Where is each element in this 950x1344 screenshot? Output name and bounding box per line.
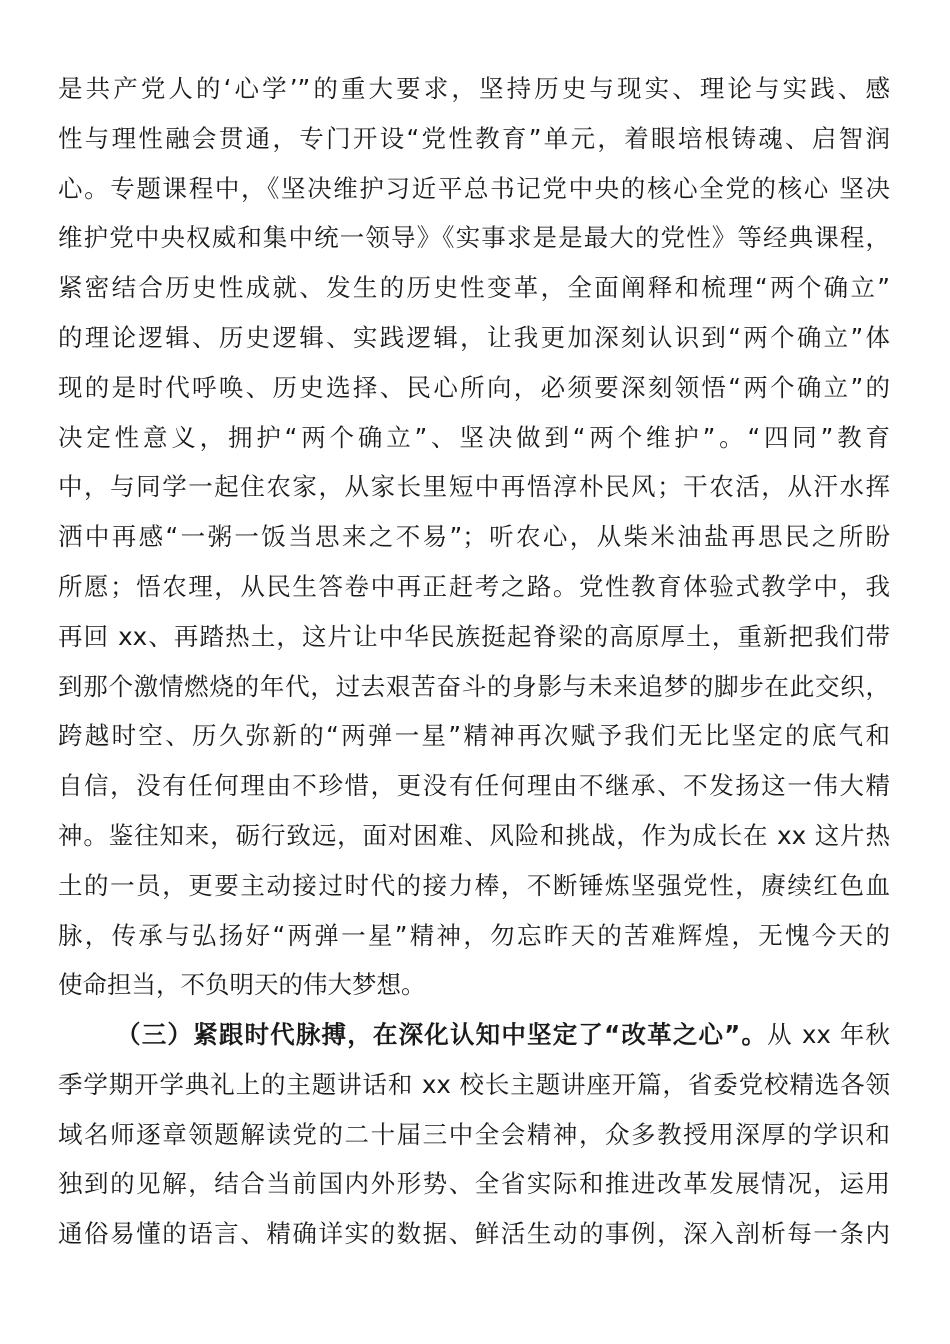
text-line: 再回 xx、再踏热土，这片让中华民族挺起脊梁的高原厚土，重新把我们带 xyxy=(58,621,890,651)
text-line: 性与理性融会贯通，专门开设“党性教育”单元，着眼培根铸魂、启智润 xyxy=(58,123,890,153)
text-line: 的理论逻辑、历史逻辑、实践逻辑，让我更加深刻认识到“两个确立”体 xyxy=(58,322,890,352)
text-line: 洒中再感“一粥一饭当思来之不易”；听农心，从柴米油盐再思民之所盼 xyxy=(58,522,890,552)
text-line: 到那个激情燃烧的年代，过去艰苦奋斗的身影与未来追梦的脚步在此交织， xyxy=(58,671,890,701)
text-line: 跨越时空、历久弥新的“两弹一星”精神再次赋予我们无比坚定的底气和 xyxy=(58,721,890,751)
section-heading: （三）紧跟时代脉搏，在深化认知中坚定了“改革之心”。 xyxy=(116,1020,768,1049)
text-line: 脉，传承与弘扬好“两弹一星”精神，勿忘昨天的苦难辉煌，无愧今天的 xyxy=(58,920,890,950)
text-line: 是共产党人的‘心学’”的重大要求，坚持历史与现实、理论与实践、感 xyxy=(58,74,890,103)
text-line: 所愿；悟农理，从民生答卷中再正赶考之路。党性教育体验式教学中，我 xyxy=(58,571,890,601)
text-line: 紧密结合历史性成就、发生的历史性变革，全面阐释和梳理“两个确立” xyxy=(58,273,890,303)
text-line: 土的一员，更要主动接过时代的接力棒，不断锤炼坚强党性，赓续红色血 xyxy=(58,870,890,900)
text-line: 神。鉴往知来，砺行致远，面对困难、风险和挑战，作为成长在 xx 这片热 xyxy=(58,820,890,850)
text-line: 中，与同学一起住农家，从家长里短中再悟淳朴民风；干农活，从汗水挥 xyxy=(58,472,890,502)
heading-line xyxy=(58,1010,890,1060)
paragraph-party-spirit xyxy=(58,64,890,1010)
text-line: 通俗易懂的语言、精确详实的数据、鲜活生动的事例，深入剖析每一条内 xyxy=(58,1219,890,1249)
heading-line-rest: 从 xx 年秋 xyxy=(767,1020,890,1049)
text-line: 自信，没有任何理由不珍惜，更没有任何理由不继承、不发扬这一伟大精 xyxy=(58,771,890,801)
text-line: 使命担当，不负明天的伟大梦想。 xyxy=(58,970,426,1000)
text-line: 维护党中央权威和集中统一领导》《实事求是是最大的党性》等经典课程， xyxy=(58,223,890,253)
paragraph-reform xyxy=(58,1010,890,1259)
text-line: 域名师逐章领题解读党的二十届三中全会精神，众多教授用深厚的学识和 xyxy=(58,1119,890,1149)
text-line: 决定性意义，拥护“两个确立”、坚决做到“两个维护”。“四同”教育 xyxy=(58,422,890,452)
text-line: 独到的见解，结合当前国内外形势、全省实际和推进改革发展情况，运用 xyxy=(58,1169,890,1199)
text-line: 季学期开学典礼上的主题讲话和 xx 校长主题讲座开篇，省委党校精选各领 xyxy=(58,1069,890,1099)
text-line: 现的是时代呼唤、历史选择、民心所向，必须要深刻领悟“两个确立”的 xyxy=(58,372,890,402)
text-line: 心。专题课程中，《坚决维护习近平总书记党中央的核心全党的核心 坚决 xyxy=(58,173,890,203)
